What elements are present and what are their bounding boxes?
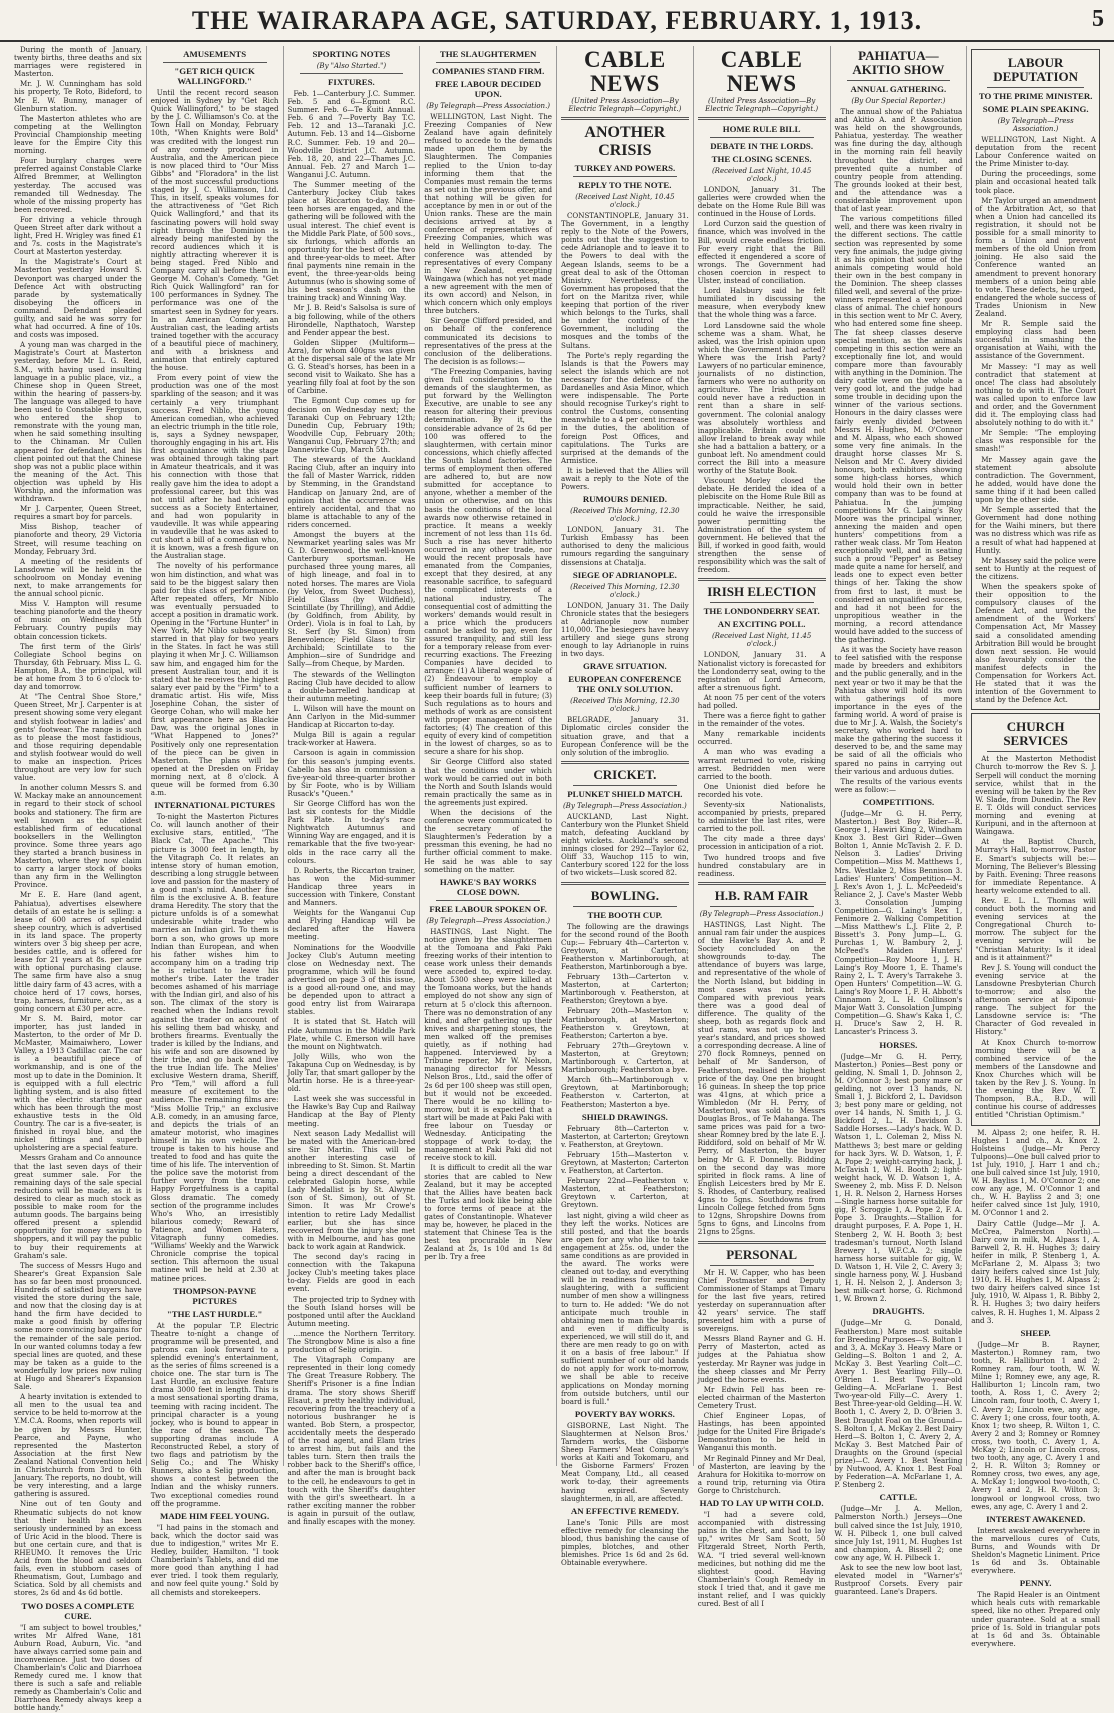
byline: (By Telegraph—Press Association.) (997, 117, 1074, 133)
paragraph: Mr Massey again gave the statement absolute contradiction. The Government, he added, would have done the same thing if it had been called upon by the other side. (975, 454, 1096, 505)
headline: TWO DOSES A COMPLETE CURE. (21, 1600, 135, 1621)
headline: HORSES. (879, 1039, 918, 1050)
paragraph: At "The Central Shoe Store," Queen Street, Mr J. Carpenter is at present showing some very elegant and stylish footwear in ladies' and gents' footwear. The range is such as to please the most fastidious, and those requiring dependable and stylish footwear would do well to make an inspection. Prices throughout are very low for such value. (14, 692, 142, 783)
paragraph: AUCKLAND, Last Night. Canterbury won the Plunket Shield match, defeating Auckland by eight wickets. Auckland's second innings closed for 292—Taylor 62, Oliff 33, Wauchop 115 to win, Canterbury scored 122 for the loss of two wickets—Lusk scored 82. (561, 811, 689, 878)
byline: (Received This Morning, 12.30 o'clock.) (570, 507, 680, 524)
paragraph: Sir George Clifford also stated that the conditions under which work would be carried out in both the North and South Islands would remain practically the same as in the agreements just expired. (424, 757, 552, 807)
paragraph: The results of the various events were as follow:— (834, 776, 963, 794)
headline: DRAUGHTS. (872, 1306, 925, 1317)
paragraph: The projected trip to Sydney with the South Island horses will be postponed until after the Auckland Autumn meeting. (287, 1294, 416, 1328)
rule (436, 62, 540, 63)
masthead-title: THE WAIRARAPA AGE, SATURDAY, FEBRUARY. 1, 1913. (191, 6, 923, 35)
paragraph: For driving a vehicle through Queen Street after dark without a light, Fred H. Wrigley was fined £1 and 7s. costs in the Magistrate's Court at Masterton yesterday. (14, 214, 142, 257)
headline: POVERTY BAY WORKS. (574, 1408, 675, 1419)
paragraph: It is stated that St. Hatch will ride Autumnus in the Middle Park Plate, while C. Emerson will have the mount on Nightwatch. (287, 1017, 416, 1051)
paragraph: February 20th—Masterton v. Martinborough, at Masterton; Featherston v. Greytown, at Featherston; Carterton a bye. (561, 1006, 689, 1040)
paragraph: ...mence the Northern Territory. The Strongbow Mine is also a fine production of Selig origin. (287, 1328, 416, 1355)
paragraph: Golden Slipper (Multiform—Azra), for whom 400gns was given at the dispersal sale of the late Mr G. G. Stead's horses, has been in a second visit to Waikato. She has a yearling filly foal at foot by the son of Carbine. (287, 337, 416, 396)
headline: TO THE PRIME MINISTER. (978, 91, 1093, 101)
paragraph: February 13th—Carterton v. Masterton, at Carterton; Martinborough v. Featherston, at Featherston; Greytown a bye. (561, 972, 689, 1006)
paragraph: In the Magistrate's Court at Masterton yesterday Howard S. Devonport was charged under the Defence Act with obstructing parade by systematically disobeying the officers in command. Defendant pleaded guilty, and said he was sorry for what had occurred. A fine of 10s. and costs was imposed. (14, 257, 142, 340)
headline: THE SLAUGHTERMEN (439, 49, 537, 59)
paragraph: When the decisions of the conference were communicated to the secretary of the Slaughtermen's Federation by a pressman this evening, he had no further official comment to make. He said he was able to say something on the matter. (424, 807, 552, 874)
headline: BOWLING. (590, 887, 659, 903)
byline: (United Press Association—By Electric Telegraph—Copyright.) (568, 97, 682, 113)
headline: PERSONAL (726, 1246, 798, 1262)
paragraph: Mr R. Semple said the employing class had been successful in smashing the organisation at Waihi, with the assistance of the Government. (975, 319, 1096, 361)
column-7 (831, 46, 968, 1597)
paragraph: The stewards of the Auckland Racing Club, after an inquiry into the fall of Master Warrick, ridden by Stemming, in the Grandstand Handicap on January 2nd, are of opinion that the occurrence was entirely accidental, and that no blame is attachable to any of the riders concerned. (287, 455, 416, 529)
double-rule (698, 578, 826, 581)
paragraph: "The Freezing Companies, having given full consideration to the demands of the slaughtermen, as put forward by the Wellington Executive, are unable to see any reason for altering their previous determination. By it, the considerable advance of 2s 6d per 100 was offered to the slaughtermen, with certain minor concessions, which chiefly affected the South Island factories. The terms of employment then offered are adhered to, but are now submitted for acceptance to anyone, whether a member of the union or otherwise, and on this basis the conditions of the local awards now otherwise retained in practice. It means a weekly increment of not less than 11s 6d. Such a rise has never hitherto occurred in any other trade, nor would the recent proposals have emanated from the Companies, except that they desired, at any reasonable sacrifice, to safeguard the complicated interests of a national industry. The consequential cost of admitting the workers' demands would result in a price which the producers cannot be asked to pay, even for assured tranquility, and still less for a temporary release from ever-recurring exactions. The Freezing Companies have decided to arrange: (1) A liberal wage scale of (2) Endeavour to employ a sufficient number of learners to keep their boards full in future; (3) Such regulations as to hours and methods of work as are consistent with proper management of the factories; (4) The creation of this equity of every kind of competition in the lowest of charges, so as to secure a share for his shop. (424, 366, 552, 757)
paragraph: A meeting of the residents of Lansdowne will be held in the schoolroom on Monday evening next, to make arrangements for the annual school picnic. (14, 556, 142, 599)
headline: THE CLOSING SCENES. (711, 154, 812, 164)
paragraph: The annual show of the Pahiatua and Akitio A. and P. Association was held on the showgrounds, Pahiatua, yesterday. The weather was fine during the day, although in the morning rain fell heavily throughout the district, and prevented quite a number of country people from attending. The grounds looked at their best, and the attendance was a considerable improvement upon that of last year. (834, 107, 963, 214)
paragraph: "I had pains in the stomach and back, which the doctor said was due to indigestion," writes Mr E. Hedley, builder, Hamilton. "I took Chamberlain's Tablets, and did me more good than anything I had ever tried. I took them regularly, and now feel quite young." Sold by all chemists and storekeepers. (150, 1522, 279, 1597)
byline: (By Telegraph—Press Association.) (562, 801, 687, 810)
paragraph: Mr E. E. Hare (land agent, Pahiatua), advertises elsewhere details of an estate he is selling: a lease of 600 acres of splendid sheep country, which is advertised in its land space. The property winters over 3 big sheep per acre, besides cattle, and is offered for lease for 21 years at 8s. per acre with optional purchasing clause. The same firm have also a snug little dairy farm of 43 acres, with a choice herd of 17 cows, horses, trap, harness, furniture, etc., as a going concern at £30 per acre. (14, 890, 142, 1013)
paragraph: The Egmont Cup comes up for decision on Wednesday next; the Taranaki Cup on February 12th; Dunedin Cup, February 19th; Woodville Cup, February 20th; Wanganui Cup, February 27th; and Dannevirke Cup, March 5th. (287, 396, 416, 455)
paragraph: The Vitagraph Company are represented in their long comedy The Great Treasure Robbery. The Sheriff's Prisoner is a fine Indian drama. The story shows Sheriff Elsaut, a pretty healthy individual, recovering from the treachery of a notorious bushranger he is wanted. Bob Stern, a prospector, accidentally meets the desperado of the road agent, and Elam tries to arrest him, but fails and the tables turn. Stern then trails the robber back to the Sheriff's office, and after the man is brought back to the cell, he endeavours to get in touch with the Sheriff's daughter with the girl's sweetheart. In a rather exciting manner the robber is again in pursuit of the outlaw, and finally escapes with the money. (287, 1355, 416, 1527)
paragraph: Lord Halsbury said he felt humiliated in discussing the measure, when everybody knew that the whole thing was a farce. (697, 286, 826, 320)
paragraph: Rev. E. L. L. Thomas will conduct both the morning and evening services at the Congregational Church to-morrow. The subject for the evening service will be "Christian Maturity: Is it ideal and is it attainment?" (975, 895, 1096, 962)
headline: LABOUR DEPUTATION (993, 55, 1078, 84)
byline: (By Telegraph—Press Association.) (426, 916, 551, 925)
headline: FIXTURES. (328, 77, 375, 87)
rule (573, 785, 677, 786)
paragraph: Next season Lady Medallist will be mated with the American-bred sire Sir Martin. This will be another interesting case of inbreeding to St. Simon. St. Martin being a direct descendant of the celebrated Galopin horse, while Lady Medallist is by St. Alwyne (son of St. Simon), out of St. Simon. It was Mr Crowe's intention to retire Lady Medallist earlier, but she has since recovered from the injury she met with in Melbourne, and has gone back to work again at Randwick. (287, 1128, 416, 1251)
column-8 (967, 46, 1104, 1648)
paragraph: A young man was charged in the Magistrate's Court at Masterton yesterday, before Mr L. G. Reid, S.M., with having used insulting language in a public place, viz., a Chinese shop in Queen Street, within the hearing of passers-by. The language was alleged to have been used to Constable Ferguson, who entered the shop to remonstrate with the young man, when he said something insulting to the Chinaman. Mr Cullen appeared for defendant, and his client pointed out that the Chinese shop was not a public place within the meaning of the Act. This objection was upheld by His Worship, and the information was withdrawn. (14, 340, 142, 504)
paragraph: BELGRADE, January 31. Diplomatic circles consider the situation grave, and that a European Conference will be the only solution of the imbroglio. (561, 715, 689, 757)
headline: SPORTING NOTES (312, 49, 391, 59)
headline: MADE HIM FEEL YOUNG. (160, 1510, 270, 1521)
paragraph: Feb. 1—Canterbury J.C. Summer. Feb. 5 and 6—Egmont R.C. Summer. Feb. 6—Te Kuiti Annual. Feb. 6 and 7—Poverty Bay T.C. Feb. 12 and 13—Taranaki J.C. Autumn. Feb. 13 and 14—Gisborne R.C. Summer. Feb. 19 and 20—Woodville District J.C. Autumn. Feb. 18, 20, and 22—Thames J.C. Annual. Feb. 27 and March 1—Wanganui J.C. Autumn. (287, 89, 416, 179)
paragraph: The second day's racing in connection with the Takapuna Jockey Club's meeting takes place to-day. Fields are good in each event. (287, 1252, 416, 1294)
paragraph: Jolly Wills, who won the Takapuna Cup on Wednesday, is by Jolly Tar, that smart galloper by the Martin horse. He is a three-year-old. (287, 1051, 416, 1094)
byline: (Received This Morning, 12.30 o'clock.) (570, 697, 680, 714)
double-rule (561, 117, 689, 120)
headline: CRICKET. (593, 766, 657, 782)
paragraph: Weights for the Wanganui Cup and Flying Handicap will be declared after the Hawera meeting. (287, 908, 416, 942)
paragraph: The Masterton athletes who are competing at the Wellington Provincial Championship meeting leave for the Empire City this morning. (14, 113, 142, 156)
headline: CABLE NEWS (584, 47, 666, 96)
paragraph: From every point of view the production was one of the most sparkling of the season; and it was certainly a very triumphant success. Fred Niblo, the young American comedian, who achieved an electric triumph in the title role, is, says a Sydney newspaper, thoroughly engaging in his art. His first acquaintance with the stage was obtained through taking part in Amateur theatricals, and it was his connection with those that really gave him the idea to adopt a professional career, but this was not until after he had achieved success as a Society Entertainer, and had won popularity in vaudeville. It was while appearing in vaudeville that he was asked to cut short a bill of a comedian who, it is known, was a fresh figure on the Australian stage. (150, 373, 279, 561)
headline: THE BOOTH CUP. (587, 909, 663, 920)
paragraph: Nominations for the Woodville Jockey Club's Autumn meeting close on Wednesday next. The programme, which will be found advertised on page 3 of this issue, is a good all-round one, and may be depended upon to attract a good entry list from Wairarapa stables. (287, 942, 416, 1017)
paragraph: The Summer meeting of the Canterbury Jockey Club takes place at Riccarton to-day. Nine-teen horses are engaged, and the gathering will be followed with the usual interest. The chief event is the Middle Park Plate, of 500 sovs., six furlongs, which affords an opportunity for the best of the two and three-year-olds to meet. After final payments nine remain in the event, the three-year-olds being Autumnus (who is showing some of his best season's dash on the training track) and Winning Way. (287, 180, 416, 303)
headline: PAHIATUA—AKITIO SHOW (852, 48, 945, 77)
paragraph: Mr J. Carpenter, Queen Street, requires a smart boy for parcels. (14, 504, 142, 522)
paragraph: M. Alpass 2; one heifer, R. H. Hughes 1 and ch., A. Knox 2. Holsteins (Judge—Mr Percy Tulpoons)—One bull calved prior to 1st July, 1910, J. Harr 1 and ch.; one bull calved since 1st July, 1910, W. H. Bayliss 1, M. O'Connor 2; one cow any age, M. O'Connor 1 and ch., W. H. Bayliss 2 and 3; one heifer calved since 1st July, 1910, M. O'Connor 1 and 2. (971, 1127, 1100, 1218)
paragraph: The Rapid Healer is an Ointment which heals cuts with remarkable speed, like no other. Prepared only under guarantee. Sold at a small price of 1s. Sold in triangular pots at 1s 6d and 3s. Obtainable everywhere. (971, 1590, 1100, 1648)
paragraph: During the month of January, twenty births, three deaths and six marriages were registered in Masterton. (14, 45, 142, 79)
headline: ANNUAL GATHERING. (850, 84, 947, 94)
rule (710, 602, 814, 603)
paragraph: LONDON, January 31. The galleries were crowded when the debate on the Home Rule Bill was continued in the House of Lords. (697, 185, 826, 219)
paragraph: Mr Taylor urged an amendment of the Arbitration Act, so that when a Union had cancelled its registration, it should not be possible for a small minority to form a Union and prevent members of the old Union from joining. He also said the Conference wanted an amendment to prevent honorary members of a union being able to vote. These defects, he urged, endangered the whole success of Trades Unionism in New Zealand. (975, 195, 1096, 318)
paragraph: Mr. J. W. Cunningham has sold his property, Te Roto, Bideford, to Mr E. W. Bunny, manager of Glenburn station. (14, 79, 142, 113)
byline: (Received Last Night, 11.45 o'clock.) (711, 632, 812, 649)
paragraph: Chief Engineer Lopas, of Hastings, has been appointed judge for the United Fire Brigade's Demonstration to be held in Wanganui this month. (697, 1411, 826, 1453)
paragraph: Many remarkable incidents occurred. (697, 729, 826, 747)
paragraph: last night, giving a wild cheer as they left the works. Notices are still posted, and that the boards are open for any who like to take engagement at 25s. od, under the same conditions as are provided in the award. The works were cleaned out to-day, and everything will be in readiness for resuming slaughtering, with a sufficient number of men show a willingness to turn to. He added: "We do not anticipate much trouble in obtaining men to man the boards, and even if difficulty is experienced, we will still do it, and there are men ready to go on with it on a basis of free labour." If sufficient number of our old hands do not apply for work to-morrow, we shall be able to receive applications on Monday morning from outside butchers, until our board is full." (561, 1210, 689, 1406)
headline: SOME PLAIN SPEAKING. (982, 104, 1089, 114)
paragraph: Mr Edwin Fell has been re-elected chairman of the Masterton Cemetery Trust. (697, 1384, 826, 1410)
paragraph: When the speakers spoke of their opposition to the compulsory clauses of the Defence Act, and urged the amendment of the Workers' Compensation Act, Mr Massey said a consolidated amending Arbitration Bill would be brought down next session. He would also favourably consider the manifest defects in the Compensation for Workers Act. He stated that it was the intention of the Government to stand by the Defence Act. (975, 581, 1096, 705)
paragraph: As it was the Society have reason to feel satisfied with the response made by breeders and exhibitors and the public generally, and in the next year or two it may be that the Pahiatua show will hold its own with gatherings of more importance in the eyes of the farming world. A word of praise is due to Mr J. A. Walsh, the Society's secretary, who worked hard to make the gathering the success it deserved to be, and the same may be said of all the officials who spared no pains in carrying out their various and arduous duties. (834, 645, 963, 776)
headline: INTERNATIONAL PICTURES (154, 800, 276, 811)
rule (987, 751, 1084, 752)
byline: (By Our Special Reporter.) (851, 97, 946, 105)
paragraph: At Knox Church to-morrow morning there will be a combined service of the members of the Lansdowne and Knox Churches which will be taken by the Rev J. S. Young. In the evening the Rev W. T. Thompson, B.A., B.D., will continue his course of addresses entitled "Christian Optimism." (975, 1037, 1096, 1120)
paragraph: Viscount Morley closed the debate. He derided the idea of a plebiscite on the Home Rule Bill as impracticable. Neither, he said, could he waive the irresponsible power permitting the Administration of the system of government. He believed that the Bill, if worked in good faith, would strengthen the sense of responsibility which was the salt of freedom. (697, 476, 826, 575)
column-1 (10, 45, 147, 1713)
paragraph: Dairy Cattle (Judge—Mr J. A. McCrea, Palmerston North).—Dairy cow in milk, M. Alpass 1, A. Barwell 2, R. H. Hughes 3; dairy heifer in milk, P. Stenberg 1, A. McFarlane 2, M. Alpass 3; two dairy heifers calved since 1st July, 1910, R. H. Hughes 1, M. Alpass 2; two dairy heifers calved since 1st July, 1910, W. Alpass 1, R. Bibby 2, R. H. Hughes 3; two dairy heifers calves, R. H. Hughes 1, M. Alpass 2 and 3. (971, 1218, 1100, 1325)
double-rule (698, 882, 826, 885)
rule (710, 906, 814, 907)
paragraph: Sir George Clifford has won the last six contests for the Middle Park Plate. In to-day's race Nightwatch Autumnus and Winning Way are engaged, and it is remarkable that the five two-year-olds in the race carry all the colours. (287, 798, 416, 865)
paragraph: Carsoon is again in commission for this season's jumping events. Cabello has also in commission a five-year-old three-quarter brother by Sir Foote, who is by William Rusack's "Queen." (287, 748, 416, 798)
double-rule (561, 761, 689, 764)
headline: EUROPEAN CONFERENCE THE ONLY SOLUTION. (568, 674, 682, 695)
headline: AN EXCITING POLL. (717, 619, 806, 630)
headline: GRAVE SITUATION. (582, 661, 667, 672)
headline: ANOTHER CRISIS (584, 124, 666, 159)
byline: (By "Also Started.") (316, 62, 387, 70)
byline: (Received This Morning, 12.30 o'clock.) (570, 582, 680, 599)
paragraph: Mr J. B. Reid's Salsolsa is sure of a big following, while of the others Hirondelle, Napthatoch, Warstep and Fender appear the best. (287, 303, 416, 337)
paragraph: There was a fierce fight to gather in the remainder of the votes. (697, 711, 826, 729)
paragraph: The various competitions filled well, and there was keen rivalry in the different sections. The cattle section was represented by some very fine animals, the judge giving it as his opinion that some of the animals competing would hold their own in the best company in the Dominion. The sheep classes filled well, and several of the prize-winners represented a very good class of animal. The chief honours in this section went to Mr C. Avery, who had entered some fine sheep. The fat sheep classes deserve special mention, as the animals competing in this section were an exceptionally fine lot, and would compare more than favourably with anything in the Dominion. The dairy cattle were on the whole a very good lot, and the judge had some trouble in deciding upon the winner of the various sections. Honours in the dairy classes were fairly evenly divided between Messrs H. Hughes, M. O'Connor and M. Alpass, who each showed some very fine animals. In the draught horse classes Mr S. Nelson and Mr C. Avery divided honours, both exhibitors showing some high-class horses, which would hold their own in better company than was to be found at Pahiatua. In the jumping competitions Mr G. Laing's Roy Moore was the principal winner, annexing the maiden and open hunters' competitions from a rather weak class. Mr Tom Heaton exceptionally well, and in seating such a proud "Pepper" as Betsey made quite a name for herself, and leads one to expect even better things of her. Taking the show from first to last, it must be considered an unqualified success, and had it not been for the unpropitious weather in the morning, a record attendance would have added to the success of the gathering. (834, 214, 963, 645)
rule (710, 137, 814, 138)
paragraph: Mulga Bill is again a regular track-worker at Hawera. (287, 730, 416, 748)
paragraph: At the Masterton Methodist Church to-morrow the Rev S. J. Serpell will conduct the morning service, whilst that in the evening will be taken by the Rev W. Slade, from Dunedin. The Rev E. T. Olds will conduct services morning and evening at Kuripuni, and in the afternoon at Waingawa. (975, 754, 1096, 837)
paragraph: (Judge—Mr B. Rayner, Masterton.) Romney ram, two tooth, R. Halliburton 1 and 2; Romney ram, four tooth, W. W. Milne 1; Romney ewe, any age, R. Halliburton 1; Lincoln ram, two tooth, A. Ross 1, C. Avery 2; Lincoln ram, four tooth, C. Avery 1, C. Avery 2; Lincoln ewe, any age, C. Avery 1; one cross, four tooth, A. Knox 1; two sheep, R. Wilton 1, C. Avery 2 and 3; Romney or Romney cross, two tooth, C. Avery 1, A. McKay 2; Lincoln or Lincoln cross, two tooth, any age, C. Avery 1 and 2, H. R. Wilton 3; Romney or Romney cross, two ewes, any age, A. McKay 1; longwool two-tooth, C. Avery 1 and 2, H. R. Wilton 3; longwool or longwool cross, two ewes, any age, C. Avery 1 and 2. (971, 1339, 1100, 1511)
headline: "GET RICH QUICK WALLINGFORD." (174, 66, 255, 86)
rule (710, 1265, 814, 1266)
paragraph: Miss Bishop, teacher of pianoforte and theory, 29 Victoria Street, will resume teaching on Monday, February 3rd. (14, 522, 142, 556)
paragraph: Until the recent record season enjoyed in Sydney by "Get Rich Quick Wallingford," to be staged by the J. C. Williamson's Co. at the Town Hall on Monday, February 10th, "When Knights were Bold" was credited with the longest run of any comedy produced in Australia, and the American piece is now placed third to "Our Miss Gibbs" and "Floradora" in the list of the most successful productions staged by J. C. Williamson, Ltd. This, in itself, speaks volumes for the attractiveness of "Get Rich Quick Wallingford," and that its fascinating powers will hold sway right through the Dominion is already being manifested by the record audiences which it is nightly attracting wherever it is being staged. Fred Niblo and Company carry all before them in George M. Cohan's Comedy. "Get Rich Quick Wallingford" ran for 100 performances in Sydney. The performance was one of the smartest seen in Sydney for years. In an American Comedy, an Australian cast, the leading artists trained together with the accuracy of a beautiful piece of machinery, and with a briskness and animation that entirely captured the house. (150, 88, 279, 373)
headline: RUMOURS DENIED. (582, 494, 667, 505)
paragraph: Mr Massey said the police were sent to Huntly at the request of the citizens. (975, 555, 1096, 581)
headline: HAWKE'S BAY WORKS CLOSE DOWN. (439, 876, 537, 897)
paragraph: February 27th—Greytown v. Masterton, at Greytown; Martinborough v. Carterton, at Martinborough; Featherston a bye. (561, 1040, 689, 1075)
headline: CHURCH SERVICES (1003, 719, 1068, 749)
headline: "THE LAST HURDLE." (166, 1308, 263, 1319)
paragraph: LONDON, January 31. The Turkish Embassy has been authorised to deny the malicious rumours regarding the sanguinary dissensions at Chatalja. (561, 525, 689, 567)
paragraph: HASTINGS, Last Night. The notice given by the slaughtermen at the Tomoana and Paki Paki freezing works of their intention to cease work unless their demands were acceded to, expired to-day. About 5300 sheep were killed at the Tomoana works, but the hands employed do not show any sign of return at 5 o'clock this afternoon. There was no demonstration of any kind, and after gathering up their knives and sharpening stones, the men walked off the premises quietly, as if nothing had happened. Interviewed by a Tribune reporter, Mr W. Nelson, managing director for Messrs Nelson Bros., Ltd., said the offer of 2s 6d per 100 sheep was still open, but it would not be exceeded. There would be no killing to-morrow, but it is expected that a start will be made at Paki Paki with free labour on Tuesday or Wednesday. Anticipating the stoppage of work to-day, the management at Paki Paki did not receive stock to kill. (424, 926, 552, 1163)
paragraph: "I had a severe cold, accompanied with distressing pains in the chest, and had to lay up," writes Mr Sam Scott, 50 Fitzgerald Street, North Perth, W.A. "I tried several well-known medicines, but nothing did me the slightest good. Having Chamberlain's Cough Remedy in stock I tried that, and it gave me instant relief, and I was quickly cured. Best of all I (697, 1510, 826, 1609)
paragraph: Miss V. Hampton will resume teaching pianoforte and the theory of music on Wednesday 5th February. Country pupils may obtain concession tickets. (14, 599, 142, 641)
paragraph: At noon 75 per cent of the voters had polled. (697, 692, 826, 710)
column-2 (147, 46, 284, 1597)
paragraph: The stewards of the Wellington Racing Club have decided to allow a double-barrelled handicap at their autumn meeting. (287, 669, 416, 703)
paragraph: Four burglary charges were preferred against Constable Clarke Alfred Bremmer, at Wellington yesterday. The accused was remanded till Wednesday. The whole of the missing property has been recovered. (14, 156, 142, 214)
paragraph: At the popular T.P. Electric Theatre to-night a change of programme will be presented, and patrons can look forward to a splendid evening's entertainment, as the series of films screened is a choice one. The star turn is The Last Hurdle, an exclusive feature drama 3000 feet in length. This is a most sensational sporting drama, teeming with racing incident. The principal character is a young jockey, who is bound to appear in the race of the season. The supporting dramas include A Reconstructed Rebel, a story of two flags and patriotism by the Selig Co.; and The Whisky Runners, also a Selig production, shows a contest between the Indian and the whisky runners. Two exceptional comedies round off the programme. (150, 1320, 279, 1508)
paragraph: Last week she was successful in the Hawke's Bay Cup and Railway Handicap at the Bay of Plenty meeting. (287, 1094, 416, 1128)
paragraph: Ask to see the new low boot last, elevated model in "Warner's" Rustproof Corsets. Every pair guaranteed. Lane's Drapers. (834, 1563, 963, 1597)
headline: IRISH ELECTION (707, 584, 816, 600)
paragraph: HASTINGS, Last Night. The annual ram fair under the auspices of the Hawke's Bay A. and P. Society concluded on the showgrounds to-day. The attendance of buyers was large, and representative of the whole of the North Island, but bidding in most cases was not brisk. Compared with previous years there was a good deal of difference. The quality of the sheep, both as regards flock and stud rams, was not up to last year's standard, and prices showed a corresponding decrease. A line of 270 flock Romneys, penned on behalf of Mr Sanderson, of Featherston, realised the highest price of the day. One pen brought 16 guineas. In sheep the top price was 41gns, at which price a Wimbledon (Mr H. Perry, of Masterton), was sold to Messrs Douglas Bros., of Te Mahanga. The same prices was paid for a two-shear Romney bred by the late E. J. Riddiford, sold on behalf of Mr W. Perry, of Masterton, the buyer being Mr G. F. Donnelly. Bidding on the second day was more spirited in flock rams. A line of English Leicesters bred by Mr E. S. Rhodes, of Canterbury, realised 4gns to 5gns. Southdowns from Lincoln College fetched from 5gns to 12gns, Shropshire Downs from 5gns to 6gns, and Lincolns from 21gns to 25gns. (697, 919, 826, 1237)
headline: PENNY. (1019, 1578, 1052, 1589)
paragraph: GISBORNE, Last Night. The Slaughtermen at Nelson Bros.' Tarndern works, the Gisborne Sheep Farmers' Meat Company's works at Kaiti and Tokomaru, and the Gisborne Farmers' Frozen Meat Company, Ltd., all ceased work to-day, their agreements having expired. Seventy slaughtermen, in all, are affected. (561, 1420, 689, 1503)
paragraph: Lane's Tonic Pills are most effective remedy for cleansing the blood, thus banishing the cause of pimples, blotches, and other blemishes. Price 1s 6d and 2s 6d. Obtainable everywhere. (561, 1517, 689, 1568)
paragraph: At the Baptist Church, Murray's Hall, to-morrow, Pastor E. Smart's subjects will be:—Morning, The Believer's Blessing by Faith. Evening: Three reasons for immediate Repentance. A hearty welcome extended to all. (975, 837, 1096, 895)
paragraph: February 8th—Carterton v. Masterton, at Carterton; Greytown v. Featherston, at Greytown. (561, 1123, 689, 1149)
byline: (By Telegraph—Press Association.) (699, 909, 824, 918)
headline: HAD TO LAY UP WITH COLD. (699, 1498, 824, 1509)
paragraph: In another column Messrs S. and W. Mackay make an announcement in regard to their stock of school books and stationery. The firm are well known as the oldest established firm of educational booksellers in the Wellington province. Some three years ago they started a branch business in Masterton, where they now claim to carry a larger stock of books than any firm in the Wellington Province. (14, 783, 142, 890)
headline: PLUNKET SHIELD MATCH. (567, 788, 683, 799)
paragraph: LONDON, January 31. The Daily Chronicle states that the besiegers at Adrianople now number 110,000. The besiegers have heavy artillery and siege guns strong enough to lay Adrianople in ruins in two days. (561, 600, 689, 659)
paragraph: WELLINGTON, Last Night. A deputation from the recent Labour Conference waited on the Prime Minister to-day. (975, 135, 1096, 169)
rule (847, 80, 951, 81)
paragraph: The following are the drawings for the second round of the Booth Cup:— February 4th—Carterton v. Greytown, at Carterton; Featherston v. Martinborough, at Featherston, Martinborough a bye. (561, 921, 689, 971)
boxed-article (971, 49, 1100, 710)
paragraph: Rev J. S. Young will conduct the evening service at the Lansdowne Presbyterian Church to-morrow; and also the afternoon service at Kiponui-range. The subject for the Lansdowne service is: "The Character of God revealed in History." (975, 962, 1096, 1037)
paragraph: The city made a three days' procession in anticipation of a riot. (697, 834, 826, 852)
paragraph: D. Roberts, the Riccarton trainer, has won the Mid-summer Handicap three years in succession with Tinkere, Constant and Manners. (287, 865, 416, 908)
column-grid (10, 45, 1104, 1713)
rule (987, 87, 1084, 88)
column-4 (420, 46, 557, 1466)
headline: THOMPSON-PAYNE PICTURES (173, 1285, 257, 1306)
paragraph: CONSTANTINOPLE, January 31. The Government, in a lengthy reply to the Note of the Powers, points out that the suggestion to cede Adrianople and to leave it to the Powers to deal with the Aegean Islands, seems to be a great deal to ask of the Ottoman Ministry. Nevertheless, the Government has proposed that the fort on the Maritza river, while keeping that portion of the river which belongs to the Turks, shall be under the control of the Government, including the mosques and the tombs of the Sultans. (561, 211, 689, 350)
paragraph: Nine out of ten Gouty and Rheumatic subjects do not know that their health has been seriously undermined by an excess of Uric Acid in the blood. There is but one certain cure, and that is RHEUMO. It removes the Uric Acid from the blood and seldom fails, even in stubborn cases of Rheumatism, Gout, Lumbago and Sciatica. Sold by all chemists and stores, 2s 6d and 4s 6d bottle. (14, 1499, 142, 1598)
paragraph: Mr S. M. Baird, motor car importer, has just landed in Masterton, to the order of Mr D. McMaster, Maimaiwhero, Lower Valley, a 1913 Cadillac car. The car is a beautiful piece of workmanship, and is one of the most up to date in the Dominion. It is equipped with a full electric lighting system, and is also fitted with the electric starting gear which has been through the most exhaustive tests in the Old Country. The car is a five-seater, is finished in royal blue, and the nickel fittings and superb upholstering are a special feature. (14, 1013, 142, 1153)
paragraph: (Judge—Mr G. H. Perry, Masterton.) Ponies—Best pony or gelding, N. Small 1, D. Johnson 2, M. O'Connor 3; best pony mare or gelding, not over 13 hands, N. Small 1, J. Bickford 2, L. Davidson 3; best pony mare or gelding, not over 14 hands, N. Smith 1, J. G. Bickford 2, L. H. Davidson 3. Saddle Horses.—Lady's hack, W. D. Watson 1, L. Coleman 2, Miss N. Matthews 3; best mare or gelding for hack 3yrs. W. D. Watson, 1, F. A. Pope 2; weight-carrying hack, J. McTavish 1, W. H. Booth 2; light-weight hack, W. D. Watson 1, A. Sweeney 2, mb. Miss F. D. Nelson 1, H. R. Nelson 2, Harness Horses—Single harness horse suitable for gig, P. Scroggie 1, A. Pope 2, F. A. Pope 3. Draughts.—Stallion for draught purposes, F. A. Pope 1, H. Stenberg 2, W. H. Booth 3; best tradesman's turnout, North Island Brewery 1, W.F.C.A. 2; single harness horse suitable for gig, W. D. Watson 1, H. Vile 2, C. Avery 3; single harness pony, W. J. Husband 1, H. H. Nelson 2, J. Anderson 3; best milk-cart horse, G. Richmond 1, W. Brown 2. (834, 1051, 963, 1304)
double-rule (698, 117, 826, 120)
paragraph: Amongst the buyers at the Newmarket yearling sales was Mr G. D. Greenwood, the well-known Canterbury sportsman. He purchased three young mares, all of high lineage, and foal in to noted horses. The mares are Viola (by Velox, from Sweet Duchess), Field Glass (by Wildfield), Scintillate (by Thrilling), and Addie (by Goldfinch, from Ability, by Order). Viola is in foal to Lah, by St. Serf (by St. Simon) from Benevolence; Field Glass to Sir Archibald; Scintillate to the Amphion—sire of Sundridge and Sally—from Cheque, by Marden. (287, 529, 416, 669)
paragraph: A man who was evading a warrant returned to vote, risking arrest. Bedridden men were carried to the booth. (697, 747, 826, 781)
headline: DEBATE IN THE LORDS. (710, 141, 814, 151)
double-rule (698, 1241, 826, 1244)
byline: (By Telegraph—Press Association.) (426, 102, 551, 110)
headline: REPLY TO THE NOTE. (578, 180, 672, 190)
rule (436, 900, 540, 901)
headline: THE LONDONDERRY SEAT. (703, 606, 820, 617)
paragraph: Mr Semple: "The employing class was responsible for the smash!" (975, 428, 1096, 454)
paragraph: Mr H. W. Capper, who has been Chief Postmaster and Deputy Commissioner of Stamps at Timaru for the last five years, retired yesterday on superannuation after 42 years' service. The staff presented him with a purse of sovereigns. (697, 1267, 826, 1334)
paragraph: Two hundred troops and five hundred constabulary are in readiness. (697, 852, 826, 878)
headline: TURKEY AND POWERS. (574, 163, 676, 173)
paragraph: Seventy-six Nationalists, accompanied by priests, prepared to administer the last rites, were carried to the poll. (697, 800, 826, 834)
paragraph: The first term of the Girls' Collegiate School begins on Thursday, 6th February. Miss L. G. Hampton, B.A., the principal, will be at home from 3 to 6 o'clock to-day and tomorrow. (14, 641, 142, 692)
double-rule (561, 882, 689, 885)
byline: (Received Last Night, 10.45 o'clock.) (711, 167, 812, 183)
headline: CABLE NEWS (720, 47, 803, 96)
byline: (United Press Association—By Electric Telegraph—Copyright.) (705, 97, 819, 113)
paragraph: A hearty invitation is extended to all men to the usual tea and service to be held to-morrow at the Y.M.C.A. Rooms, when reports will be given by Messrs Hunter, Pearce, and Payne, who represented the Masterton Association at the first New Zealand National Convention held in Christchurch from 3rd to 6th January. The reports, no doubt, will be very interesting, and a large gathering is assured. (14, 1392, 142, 1499)
paragraph: "I am subject to bowel troubles," writes Mr Alfred Wane, 181 Auburn Road, Auburn, Vic. "and have always carried some pain and inconvenience. Just two doses of Chamberlain's Colic and Diarrhoea Remedy cured me. I know that there is such a safe and reliable remedy as Chamberlain's Colic and Diarrhoea Remedy always keep a bottle handy." (14, 1622, 142, 1713)
headline: SIEGE OF ADRIANOPLE. (572, 569, 677, 580)
paragraph: LONDON, January 31. A Nationalist victory is forecasted for the Londonderry seat, owing to the registration of Lord Arnecorn, after a strenuous fight. (697, 650, 826, 692)
headline: SHIELD DRAWINGS. (581, 1111, 668, 1122)
paragraph: Messrs Graham and Co announce that the last seven days of their great summer sale. For the remaining days of the sale special reductions will be made, as it is desired to clear as much stock as possible to make room for the autumn goods. The bargains being offered present a splendid opportunity for money saving to shoppers, and it will pay the public to buy their requirements at Graham's sale. (14, 1153, 142, 1260)
paragraph: The novelty of his performance won him distinction, and what was said to be the biggest salary then paid for this class of performance. After repeated offers, Mr Niblo was eventually persuaded to accept a position in dramatic work. Opening in the "Fortune Hunter" in New York, Mr Niblo subsequently starred in that play for two years in the States. In fact he was still playing it when Mr J. C. Williamson saw him, and engaged him for the present Australian tour, and it is stated that he receives the highest salary ever paid by the "Firm" to a dramatic artist. His wife, Miss Josephine Cohan, the sister of George Cohan, who will make her first appearance here as Blackie Daw, was the original Jones in "What Happened to Jones?" Positively only one representation of the piece can be given in Masterton. The plans will be opened at the Dresden on Friday morning next, at 8 o'clock. A queue will be formed from 6.30 a.m. (150, 561, 279, 798)
paragraph: One Unionist died before he recorded his vote. (697, 781, 826, 799)
column-3 (284, 46, 421, 1527)
headline: COMPETITIONS. (862, 796, 935, 807)
paragraph: During the proceedings, some plain and occasional heated talk took place. (975, 169, 1096, 195)
paragraph: It is believed that the Allies will await a reply to the Note of the Powers. (561, 465, 689, 492)
paragraph: L. Wilson will have the mount on Ann Carlyon in the Mid-summer Handicap at Riccarton to-day. (287, 703, 416, 730)
paragraph: It is difficult to credit all the war stories that are cabled to New Zealand, but it may be accepted that the Allies have beaten back the Turks and look like being able to force terms of peace at the gates of Constantinople. Whatever may be, however, he placed in the statement that Chinese Tea is the best tea procurable in New Zealand at 2s, 1s 10d and 1s 8d per lb. Try a free (424, 1163, 552, 1262)
paragraph: To-night the Masterton Pictures Co. will launch another of their exclusive stars, entitled, "The Black Cat, The Apache." This picture is 3000 feet in length, by the Vitagraph Co. It relates an intense story of human emotion, describing a long struggle between love and passion for the mastery of a good man's mind. Another fine film is the exclusive A. B. feature drama Heredity. The story that the picture unfolds is of a somewhat undesirable white trader who marries an Indian girl. To them is born a son, who grows up more Indian than European, and when his father wishes him to accompany him on a trading trip he is reluctant to leave his mother's tribe. Later the trader becomes ashamed of his marriage with the Indian girl, and also of his son. The climax of the story is reached when the Indians revolt against the trader on account of his selling them bad whisky, and brothers firearms. Eventually the trader is killed by the Indians, and his wife and son are disowned by their tribe, and go back and live the true Indian life. The Melies' exclusive Western drama, Sheriff, Pro "Tem," will afford a full measure of excitement to the audience. The remaining films are: "Miss Mollie Trip," an exclusive A.B. comedy, in an amusing farce, and depicts the trials of an amateur motorist, who imagines himself in his own vehicle. The troupe is taken to his house and treated to food and has quite the time of his life. The intervention of the police save the motorist from further worry from the tramp. Happy Forgetfulness is a capital Gloss dramatic. The comedy section of the programme includes Who's Who, an irresistibly hilarious comedy; Reward of Patience, and Women Haters, Vitagraph funny comedies. "Williams' Weekly and the Warwick Chronicle comprise the topical section. This afternoon the usual matinee will be held at 2.30 at matinee prices. (150, 812, 279, 1283)
paragraph: February 15th—Masterton v. Greytown, at Masterton; Carterton v. Featherston, at Carterton. (561, 1149, 689, 1176)
paragraph: Sir George Clifford presided, and on behalf of the conference communicated its decisions to representatives of the press at the conclusion of the deliberations. The decision is as follows:— (424, 316, 552, 366)
paragraph: Lord Lansdowne said the whole scheme was a sham. What, he asked, was the Irish opinion upon which the Government had acted? Where was the Irish Party? Lawyers of no particular eminence, journalists of no distinction, farmers who were no authority on agriculture. The Irish peasant could never have a reduction in rent than a share in self-government. The colonial analogy was absolutely worthless and inapplicable. Britain could not allow Ireland to break away while she had a battalion a battery, or a gunboat left. No amendment could correct the Bill into a measure worthy of the Statute Book. (697, 320, 826, 476)
headline: H.B. RAM FAIR (714, 887, 809, 903)
rule (573, 906, 677, 907)
headline: INTEREST AWAKENED. (986, 1513, 1086, 1524)
headline: COMPANIES STAND FIRM. (431, 66, 545, 76)
paragraph: March 6th—Martinborough v. Greytown, at Martinborough; Featherston v. Carterton, at Featherston; Masterton a bye. (561, 1075, 689, 1109)
column-5 (557, 46, 694, 1568)
page-number: 5 (1092, 6, 1104, 32)
paragraph: Mr Reginald Pinney and Mr Deal, of Masterton, are leaving by the Arahura for Hokitika to-morrow on a round trip, returning via Otira Gorge to Christchurch. (697, 1453, 826, 1495)
rule (573, 176, 677, 177)
paragraph: Interest awakened everywhere in the marvellous cures of Cuts, Burns, and Wounds with Dr Sheldon's Magnetic Liniment. Price 1s 6d and 3s. Obtainable everywhere. (971, 1525, 1100, 1576)
rule (163, 62, 267, 63)
headline: AN EFFECTIVE REMEDY. (570, 1505, 679, 1516)
paragraph: (Judge—Mr J. A. Mellon, Palmerston North.) Jerseys—One bull calved since the 1st July, 1910, W. H. Pilbeck 1, one bull calved since July 1st, 1911, M. Hughes 1st and champion, A. Bissell 2; one cow any age, W. H. Pilbeck 1. (834, 1504, 963, 1562)
paragraph: Messrs Bland Rayner and G. H. Perry of Masterton, acted as judges at the Pahiatua show yesterday. Mr Rayner was judge in the sheep classes and Mr Perry judged the horse events. (697, 1334, 826, 1384)
boxed-article (971, 713, 1100, 1125)
paragraph: (Judge—Mr G. Donald, Featherston.) Mare most suitable for Breeding Purposes—S. Bolton 1 and 3, A. McKay 3. Heavy Mare or Gelding—S. Bolton 1 and 2, A. McKay 3. Best Yearling Colt—C. Avery 1. Best Yearling Filly—O. O'Brien 1. Best Two-year-old Gelding—A. McFarlane 1. Best Two-year-old Filly—C. Avery 1. Best Three-year-old Gelding—H. W. Booth 1, C. Avery 2, D. O'Brien 3. Best Draught Foal on the Ground—S. Bolton 1, A. McKay 2. Best Dairy Herd—S. Bolton 1, C. Avery 2, A. McKay 3. Best Matched Pair of Draughts on the Ground (special prize)—C. Avery 1. Best Yearling by Nutwood, A. Knox 1. Best Foal by Federation—A. McFarlane 1, A. P. Stenberg 2. (834, 1318, 963, 1490)
paragraph: Mr Semple asserted that the Government had done nothing for the Waihi miners, but there was no distress which was rife as a result of what had happened at Huntly. (975, 505, 1096, 555)
masthead (0, 0, 1114, 42)
byline: (Received Last Night, 10.45 o'clock.) (575, 193, 675, 209)
rule (300, 73, 404, 74)
column-6 (694, 46, 831, 1609)
headline: SHEEP. (1020, 1327, 1051, 1338)
headline: FREE LABOUR SPOKEN OF. (429, 903, 547, 914)
paragraph: The Porte's reply regarding the Islands is that the Powers may select the islands which are not necessary for the defence of the Dardanelles and Asia Minor, which were indispensable. The Porte should recognise Turkey's right to control the Customs, consenting meanwhile to a 4 per cent increase in the duties, the abolition of foreign Post Offices, and capitulations. The Turks are surprised at the demands of the Armistice. (561, 350, 689, 465)
paragraph: The success of Messrs Hugo and Shearer's Great Expansion Sale has so far been most pronounced. Hundreds of satisfied buyers have visited the store during the sale, and now that the closing day is at hand the firm have decided to make a good finish by offering some more convincing bargains for the remainder of the sale period. In our wanted columns today a few special lines are quoted, and these may be taken as a guide to the wonderfully low prices now ruling at Hugo and Shearer's Expansion Sale. (14, 1260, 142, 1392)
headline: AMUSEMENTS (183, 49, 247, 59)
paragraph: (Judge—Mr G. H. Perry, Masterton.) Best Boy Rider—R. George 1, Hawiri King 2, Windham Knox 3. Best Girl Rider—Gwen Bolton 1, Annie McTavish 2. F. D. Nelson 3. Ladies' Driving Competition—Miss M. Matthews 1, Mrs. Westlake 2, Miss Bennison 3. Ladies' Hunters' Competition—M. J. Rex's Avon 1, J. L. McPeedeid's Reliance 2, J. Cave's Master Webb 3. Consolation Jumping Competition—G. Laing's Rex 1, Fenimore 2. Walking Competition—Miss Matthew's L.J. Flite 2, P. Bissett's 3. Pony Jump—L. G. Purchas 1, W. Bambury 2, J. McPeed's Maiden Hunters' Competition—Roy Moore 1, J. H. Laing's Roy Moore 1, E. Thame's Rainy 2, L. T. Avery's Tarrakehe 3. Open Hunters' Competition—W. G. Laing's Roy Moore 1, F. H. Abbott's Cinnamon 2, L. H. Collinson's Major Watt 3. Consolation Jumping Competition—G. Shaw's Kaka 1, C. H. Druce's Saw 2, H. R. Lancaster's Princess 3. (834, 808, 963, 1037)
paragraph: Lord Curzon said the question of finance, which was involved in the Bill, would create endless friction. For every right that the Bill effected it engendered a score of wrongs. The Government had chosen coercion in respect to Ulster, instead of conciliation. (697, 219, 826, 286)
paragraph: February 22nd—Featherston v. Masterton, at Featherston; Greytown v. Carterton, at Greytown. (561, 1176, 689, 1210)
paragraph: Mr Massey: "I may as well contradict that statement at once! The class had absolutely nothing to do with it. The Court was called upon to enforce law and order, and the Government did it. The employing class had absolutely nothing to do with it." (975, 361, 1096, 428)
headline: HOME RULE BILL (722, 124, 801, 134)
headline: FREE LABOUR DECIDED UPON. (435, 79, 542, 99)
paragraph: WELLINGTON, Last Night. The Freezing Companies of New Zealand have again definitely refused to accede to the demands made upon them by the Slaughtermen. The Companies replied to the Union to-day informing them that the Companies must remain the terms as set out in the previous offer, and that nothing will be given for acceptance by men in or out of the Union ranks. These are the main decisions arrived at by a conference of representatives of Freezing Companies, which was held in Wellington to-day. The conference was attended by representatives of every Company in New Zealand, excepting Waingawa (which has not yet made a new agreement with the men of its own accord) and Nelson, in which concern which only employs three butchers. (424, 112, 552, 316)
headline: CATTLE. (879, 1492, 918, 1503)
